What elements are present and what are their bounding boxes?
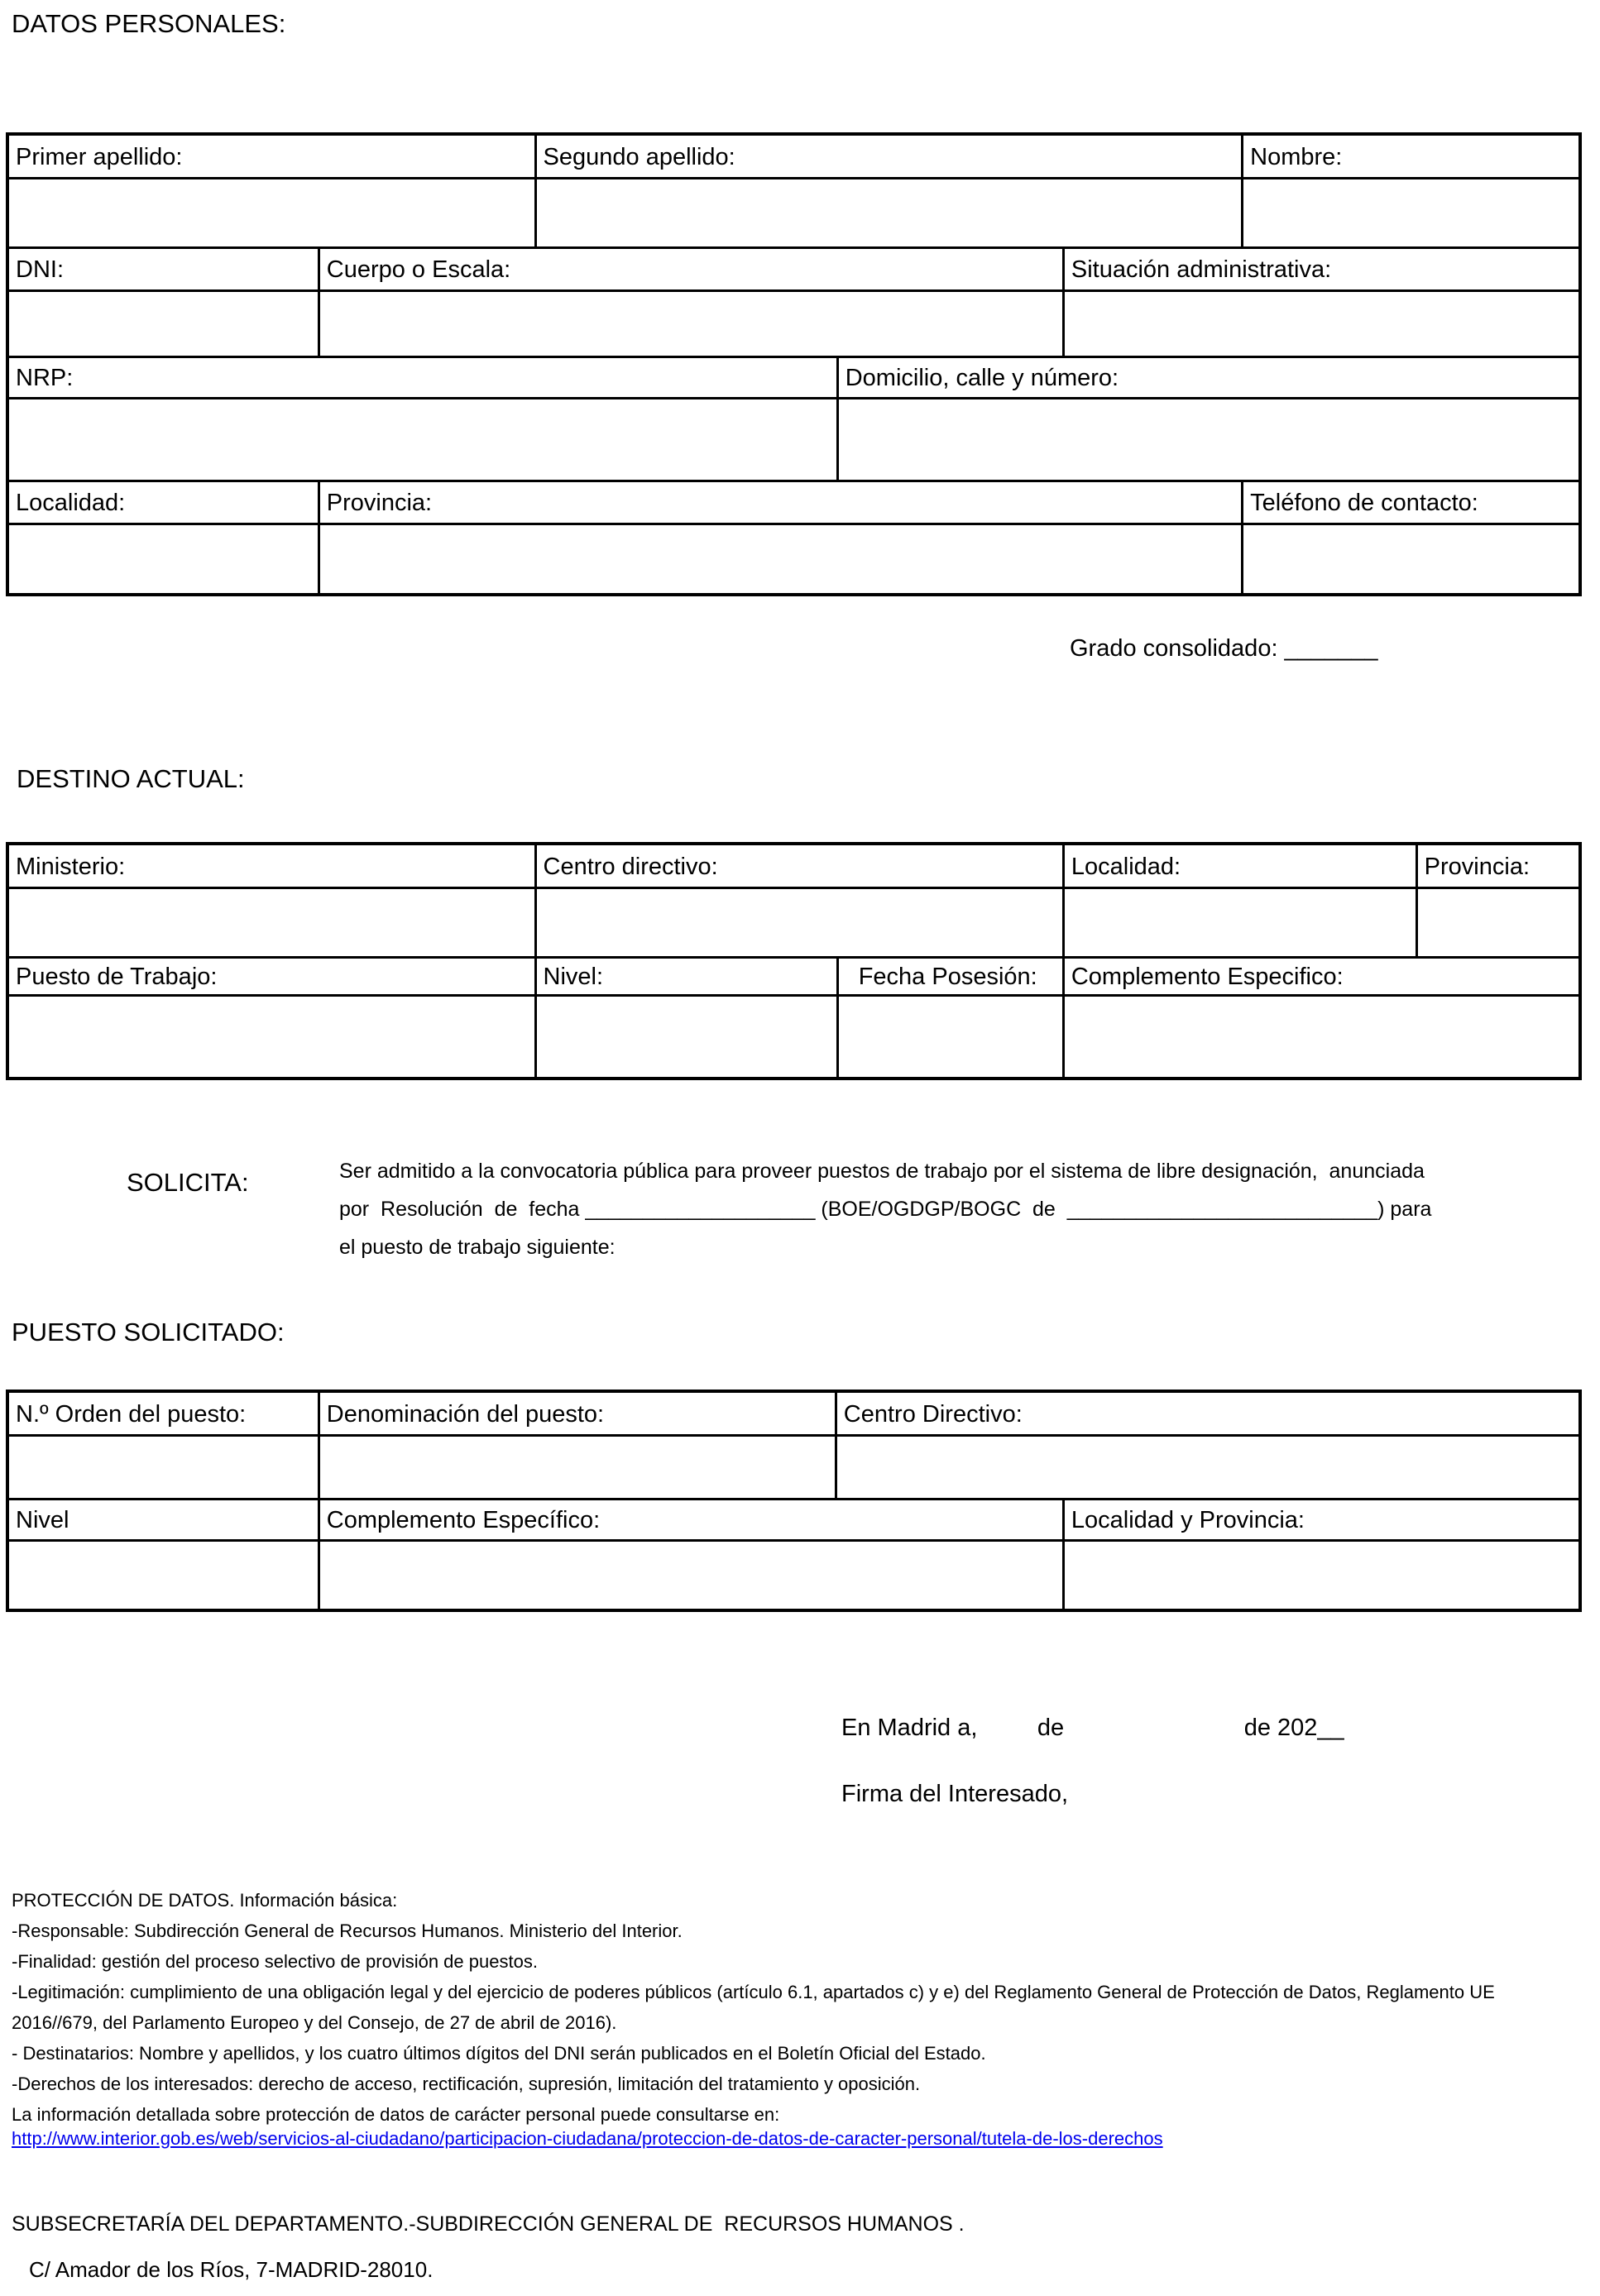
proteccion-link[interactable]: http://www.interior.gob.es/web/servicios-al-ciudadano/participacion-ciudadana/proteccion-de-datos-de-caracter-personal/tutela-de-los-derechos — [12, 2128, 1163, 2149]
destino-provincia-label: Provincia: — [1416, 845, 1578, 887]
numero-orden-del-puesto-value-cell — [9, 1437, 318, 1498]
firma-line: Firma del Interesado, — [841, 1781, 1069, 1807]
datos-personales-table — [6, 132, 1582, 596]
destino-localidad-value-cell — [1062, 889, 1416, 956]
solicita-line-1: Ser admitido a la convocatoria pública para proveer puestos de trabajo por el sistema de libre designación, anunciada — [339, 1160, 1425, 1183]
puesto-de-trabajo-label: Puesto de Trabajo: — [16, 964, 218, 990]
solicita-label: SOLICITA: — [127, 1168, 249, 1197]
datos-row-6 — [9, 480, 1578, 523]
datos-row-0 — [9, 136, 1578, 177]
telefono-de-contacto-label: Teléfono de contacto: — [1241, 482, 1578, 523]
localidad-y-provincia-label: Localidad y Provincia: — [1062, 1500, 1578, 1539]
localidad-label: Localidad: — [16, 490, 126, 516]
date-line: En Madrid a, de de 202__ — [841, 1715, 1344, 1741]
complemento-especifico-value-cell — [1062, 997, 1578, 1077]
proteccion-line-1: PROTECCIÓN DE DATOS. Información básica: — [12, 1890, 398, 1911]
proteccion-line-3: -Finalidad: gestión del proceso selectivo de provisión de puestos. — [12, 1951, 538, 1972]
proteccion-line-7: -Derechos de los interesados: derecho de acceso, rectificación, supresión, limitación del tratamiento y oposición. — [12, 2074, 921, 2094]
proteccion-line-2: -Responsable: Subdirección General de Recursos Humanos. Ministerio del Interior. — [12, 1921, 683, 1941]
ministerio-value-cell — [9, 889, 534, 956]
numero-orden-del-puesto-label: N.º Orden del puesto: — [16, 1400, 247, 1428]
nombre-label: Nombre: — [1241, 136, 1578, 177]
provincia-label: Provincia: — [318, 482, 1241, 523]
datos-row-2 — [9, 246, 1578, 289]
datos-personales-title: DATOS PERSONALES: — [12, 9, 286, 38]
puesto-row-3 — [9, 1539, 1578, 1609]
centro-directivo-value-cell — [534, 889, 1062, 956]
localidad-value-cell — [9, 525, 318, 593]
localidad-y-provincia-value-cell — [1062, 1542, 1578, 1609]
segundo-apellido-value-cell — [534, 179, 1242, 246]
destino-provincia-value-cell — [1416, 889, 1578, 956]
primer-apellido-label: Primer apellido: — [16, 143, 183, 170]
proteccion-line-8: La información detallada sobre protección de datos de carácter personal puede consultarse en: — [12, 2104, 780, 2125]
provincia-value-cell — [318, 525, 1241, 593]
puesto-complemento-especifico-label: Complemento Específico: — [318, 1500, 1062, 1539]
cuerpo-o-escala-label: Cuerpo o Escala: — [318, 249, 1062, 289]
nivel-label: Nivel: — [534, 959, 836, 994]
footer-address-line: C/ Amador de los Ríos, 7-MADRID-28010. — [29, 2257, 434, 2282]
puesto-solicitado-title: PUESTO SOLICITADO: — [12, 1318, 285, 1347]
puesto-solicitado-table — [6, 1390, 1582, 1612]
denominacion-del-puesto-label: Denominación del puesto: — [318, 1393, 835, 1434]
domicilio-label: Domicilio, calle y número: — [836, 358, 1578, 397]
complemento-especifico-label: Complemento Especifico: — [1062, 959, 1578, 994]
primer-apellido-value-cell — [9, 179, 534, 246]
puesto-centro-directivo-label: Centro Directivo: — [835, 1393, 1578, 1434]
datos-row-1 — [9, 177, 1578, 246]
datos-row-3 — [9, 289, 1578, 356]
dni-value-cell — [9, 292, 318, 356]
centro-directivo-label: Centro directivo: — [534, 845, 1062, 887]
solicita-line-3: el puesto de trabajo siguiente: — [339, 1236, 616, 1259]
dni-label: DNI: — [16, 256, 64, 283]
domicilio-value-cell — [836, 399, 1578, 480]
puesto-row-2 — [9, 1498, 1578, 1539]
destino-row-1 — [9, 887, 1578, 956]
nrp-label: NRP: — [16, 365, 74, 391]
puesto-row-1 — [9, 1434, 1578, 1498]
nivel-value-cell — [534, 997, 836, 1077]
situacion-administrativa-value-cell — [1062, 292, 1578, 356]
puesto-nivel-label: Nivel — [16, 1507, 69, 1533]
segundo-apellido-label: Segundo apellido: — [534, 136, 1242, 177]
datos-row-7 — [9, 523, 1578, 593]
nombre-value-cell — [1241, 179, 1578, 246]
destino-actual-title: DESTINO ACTUAL: — [17, 764, 245, 793]
cuerpo-o-escala-value-cell — [318, 292, 1062, 356]
fecha-posesion-label: Fecha Posesión: — [836, 959, 1062, 994]
puesto-complemento-especifico-value-cell — [318, 1542, 1062, 1609]
telefono-de-contacto-value-cell — [1241, 525, 1578, 593]
proteccion-line-6: - Destinatarios: Nombre y apellidos, y los cuatro últimos dígitos del DNI serán publicados en el Boletín Oficial del Estado. — [12, 2043, 986, 2064]
destino-row-2 — [9, 956, 1578, 994]
fecha-posesion-value-cell — [836, 997, 1062, 1077]
grado-consolidado-label: Grado consolidado: _______ — [1070, 635, 1378, 662]
destino-row-3 — [9, 994, 1578, 1077]
destino-actual-table — [6, 842, 1582, 1080]
ministerio-label: Ministerio: — [16, 853, 126, 880]
proteccion-line-5: 2016//679, del Parlamento Europeo y del Consejo, de 27 de abril de 2016). — [12, 2012, 617, 2033]
datos-row-5 — [9, 397, 1578, 480]
destino-localidad-label: Localidad: — [1062, 845, 1416, 887]
solicita-line-2: por Resolución de fecha ____________________ (BOE/OGDGP/BOGC de ___________________________) para — [339, 1198, 1432, 1221]
nrp-value-cell — [9, 399, 836, 480]
situacion-administrativa-label: Situación administrativa: — [1062, 249, 1578, 289]
datos-row-4 — [9, 356, 1578, 397]
puesto-nivel-value-cell — [9, 1542, 318, 1609]
denominacion-del-puesto-value-cell — [318, 1437, 835, 1498]
destino-row-0 — [9, 845, 1578, 887]
puesto-centro-directivo-value-cell — [835, 1437, 1578, 1498]
footer-department-line: SUBSECRETARÍA DEL DEPARTAMENTO.-SUBDIRECCIÓN GENERAL DE RECURSOS HUMANOS . — [12, 2212, 965, 2236]
puesto-row-0 — [9, 1393, 1578, 1434]
proteccion-line-4: -Legitimación: cumplimiento de una obligación legal y del ejercicio de poderes públicos (artículo 6.1, apartados c) y e) del Reglamento General de Protección de Datos, Reglamento UE — [12, 1982, 1495, 2002]
puesto-de-trabajo-value-cell — [9, 997, 534, 1077]
